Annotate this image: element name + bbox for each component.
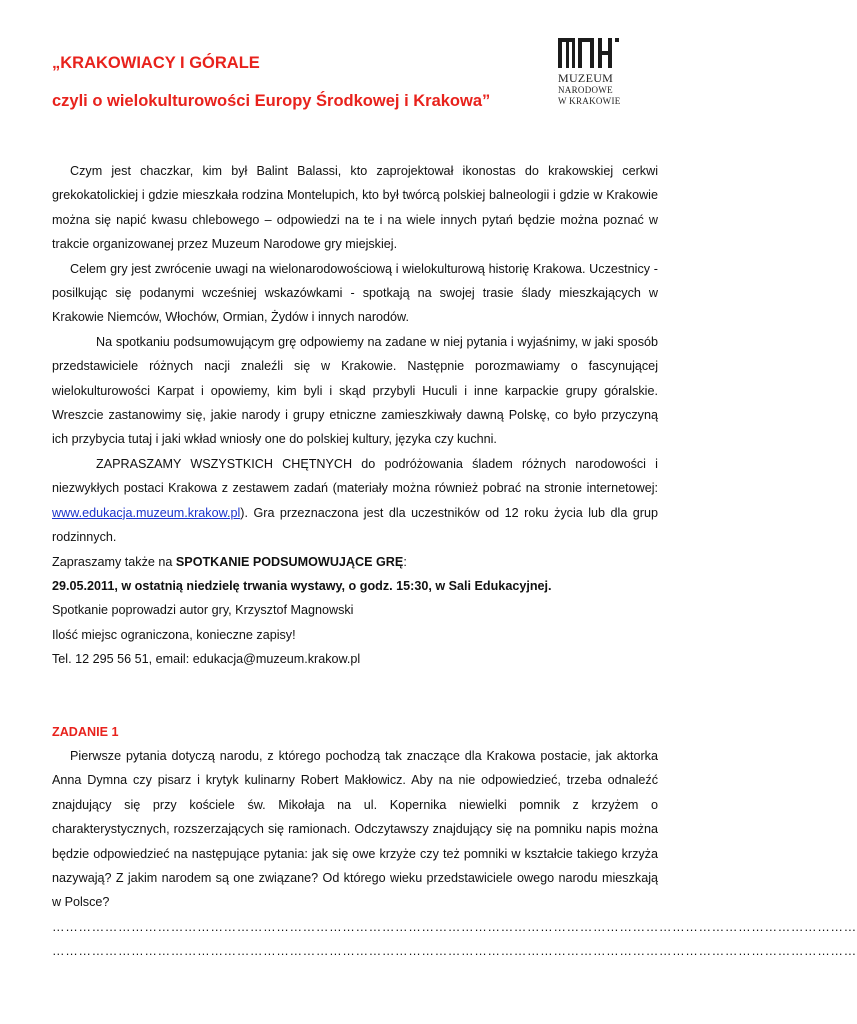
meeting-invite-bold: SPOTKANIE PODSUMOWUJĄCE GRĘ: [175, 554, 404, 569]
invitation-text-end: ). Gra przeznaczona jest dla uczestników od 12 roku życia lub dla grup rodzinnych.: [52, 505, 658, 545]
mnk-logo-mark-icon: [558, 38, 620, 68]
meeting-invite: [52, 550, 658, 574]
meeting-invite-suffix: :: [403, 554, 407, 569]
page-subtitle: czyli o wielokulturowości Europy Środkowej i Krakowa”: [52, 92, 491, 110]
logo-text-w-krakowie: W KRAKOWIE: [558, 96, 621, 106]
museum-logo: [548, 38, 628, 110]
page-title: „KRAKOWIACY I GÓRALE: [52, 54, 260, 72]
spacer: [52, 672, 658, 720]
intro-paragraph-3: Na spotkaniu podsumowującym grę odpowiemy na zadane w niej pytania i wyjaśnimy, w jaki sposób przedstawiciele różnych nacji znaleźli się w Krakowie. Następnie porozmawiamy o fascynującej wielokulturowości Karpat i opowiemy, kim byli i skąd przybyli Huculi i inne karpackie grupy góralskie. Wreszcie zastanowimy się, jakie narody i grupy etniczne zamieszkiwały dawną Polskę, co było przyczyną ich przybycia tutaj i jaki wkład wniosły one do polskiej kultury, języka czy kuchni.: [52, 334, 658, 447]
intro-paragraph-2: Celem gry jest zwrócenie uwagi na wielonarodowościową i wielokulturową historię Krakowa. Uczestnicy - posilkując się podanymi wcześniej wskazówkami - spotkają na swojej trasie ślady mieszkających w Krakowie Niemców, Włochów, Ormian, Żydów i innych narodów.: [52, 261, 658, 325]
task-1-text: Pierwsze pytania dotyczą narodu, z którego pochodzą tak znaczące dla Krakowa postacie, jak aktorka Anna Dymna czy pisarz i krytyk kulinarny Robert Makłowicz. Aby na nie odpowiedzieć, trzeba odnaleźć znajdujący się przy kościele św. Mikołaja na ul. Kopernika niewielki pomnik z krzyżem o charakterystycznych, rozszerzających się ramionach. Odczytawszy znajdujący się na pomniku napis można będzie odpowiedzieć na następujące pytania: jak się owe krzyże czy też pomniki w kształcie takiego krzyża nazywają? Z jakim narodem są one związane? Od którego wieku przedstawiciele owego narodu mieszkają w Polsce?: [52, 748, 658, 910]
document-body: [52, 159, 857, 964]
meeting-limit: Ilość miejsc ograniczona, konieczne zapisy!: [52, 627, 296, 642]
task-1-heading: ZADANIE 1: [52, 724, 119, 739]
answer-line-2[interactable]: …………………………………………………………………………………………………………………………………………………………………: [52, 944, 857, 959]
website-link[interactable]: www.edukacja.muzeum.krakow.pl: [52, 505, 241, 520]
answer-line-1[interactable]: …………………………………………………………………………………………………………………………………………………………………: [52, 919, 857, 934]
meeting-invite-prefix: Zapraszamy także na: [52, 554, 176, 569]
intro-paragraph-1: Czym jest chaczkar, kim był Balint Balassi, kto zaprojektował ikonostas do krakowskiej cerkwi grekokatolickiej i gdzie mieszkała rodzina Montelupich, kto był twórcą polskiej balneologii i gdzie w Krakowie można się napić kwasu chlebowego – odpowiedzi na te i na wiele innych pytań będzie można poznać w trakcie organizowanej przez Muzeum Narodowe gry miejskiej.: [52, 164, 658, 252]
logo-text-narodowe: NARODOWE: [558, 85, 613, 95]
meeting-host: Spotkanie poprowadzi autor gry, Krzysztof Magnowski: [52, 603, 354, 618]
invitation-text: ZAPRASZAMY WSZYSTKICH CHĘTNYCH do podróżowania śladem różnych narodowości i niezwykłych postaci Krakowa z zestawem zadań (materiały można również pobrać na stronie internetowej:: [52, 456, 658, 496]
logo-text-muzeum: MUZEUM: [558, 71, 614, 85]
meeting-contact: Tel. 12 295 56 51, email: edukacja@muzeum.krakow.pl: [52, 652, 361, 667]
intro-paragraph-4: [52, 452, 658, 550]
meeting-date: 29.05.2011, w ostatnią niedzielę trwania wystawy, o godz. 15:30, w Sali Edukacyjnej.: [52, 578, 552, 593]
